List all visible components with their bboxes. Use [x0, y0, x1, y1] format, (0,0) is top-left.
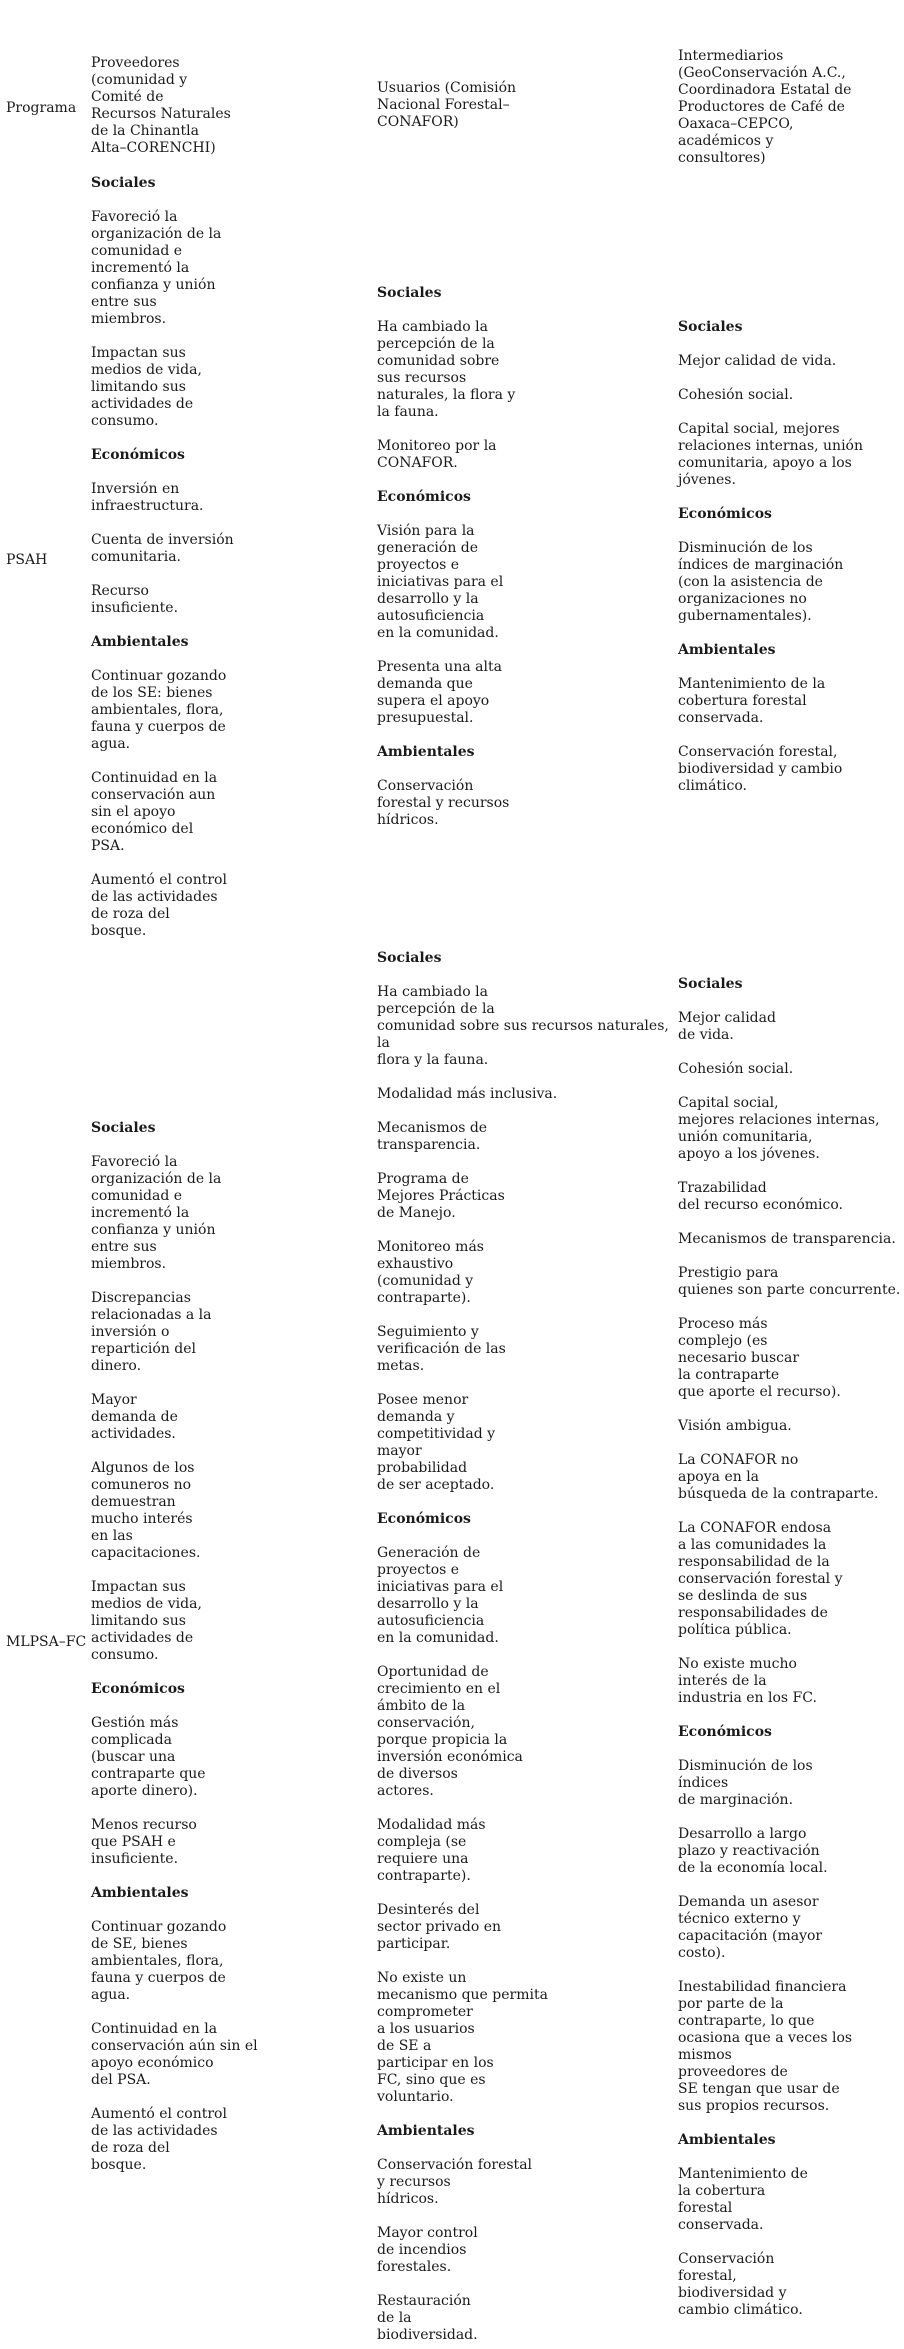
heading-sociales: Sociales	[91, 175, 156, 191]
heading-economicos: Económicos	[91, 1681, 185, 1697]
list-item: Favoreció la organización de la comunidad e incrementó la confianza y unión entre sus miembros.	[91, 209, 222, 327]
list-item: Mecanismos de transparencia.	[377, 1120, 488, 1153]
list-item: Cuenta de inversión comunitaria.	[91, 532, 234, 565]
list-item: Proceso más complejo (es necesario buscar la contraparte que aporte el recurso).	[678, 1316, 841, 1400]
list-item: Capital social, mejores relaciones internas, unión comunitaria, apoyo a los jóvenes.	[678, 421, 863, 488]
list-item: Trazabilidad del recurso económico.	[678, 1180, 843, 1213]
list-item: Posee menor demanda y competitividad y mayor probabilidad de ser aceptado.	[377, 1392, 496, 1493]
list-item: Generación de proyectos e iniciativas para el desarrollo y la autosuficiencia en la comunidad.	[377, 1545, 504, 1646]
heading-sociales: Sociales	[377, 950, 442, 966]
list-item: Aumentó el control de las actividades de roza del bosque.	[91, 872, 227, 939]
list-item: Impactan sus medios de vida, limitando sus actividades de consumo.	[91, 1579, 202, 1663]
list-item: Monitoreo por la CONAFOR.	[377, 438, 497, 471]
list-item: Desarrollo a largo plazo y reactivación de la economía local.	[678, 1826, 828, 1876]
list-item: Cohesión social.	[678, 1061, 794, 1077]
list-item: Ha cambiado la percepción de la comunidad sobre sus recursos naturales, la flora y la fauna.	[377, 984, 669, 1068]
heading-sociales: Sociales	[377, 285, 442, 301]
header-intermediarios: Intermediarios (GeoConservación A.C., Coordinadora Estatal de Productores de Café de Oaxaca–CEPCO, académicos y consultores)	[678, 48, 852, 166]
list-item: Visión para la generación de proyectos e iniciativas para el desarrollo y la autosuficiencia en la comunidad.	[377, 523, 504, 641]
list-item: Mejor calidad de vida.	[678, 1010, 776, 1043]
list-item: Continuidad en la conservación aun sin el apoyo económico del PSA.	[91, 770, 218, 854]
list-item: Presenta una alta demanda que supera el apoyo presupuestal.	[377, 659, 502, 726]
heading-economicos: Económicos	[377, 489, 471, 505]
header-programa: Programa	[6, 100, 77, 116]
mlpsa-intermediarios-cell	[678, 976, 902, 2319]
program-label-mlpsa-fc: MLPSA–FC	[6, 1634, 87, 1650]
heading-ambientales: Ambientales	[678, 642, 776, 658]
list-item: Restauración de la biodiversidad.	[377, 2293, 478, 2343]
list-item: Disminución de los índices de marginación.	[678, 1758, 813, 1808]
list-item: Visión ambigua.	[678, 1418, 792, 1434]
header-usuarios: Usuarios (Comisión Nacional Forestal– CONAFOR)	[377, 80, 517, 130]
list-item: Modalidad más inclusiva.	[377, 1086, 558, 1102]
list-item: Conservación forestal, biodiversidad y cambio climático.	[678, 744, 843, 794]
heading-ambientales: Ambientales	[91, 1885, 189, 1901]
list-item: Mayor demanda de actividades.	[91, 1392, 178, 1442]
list-item: Cohesión social.	[678, 387, 794, 403]
list-item: Modalidad más compleja (se requiere una contraparte).	[377, 1817, 486, 1884]
heading-economicos: Económicos	[678, 506, 772, 522]
mlpsa-usuarios-cell	[377, 950, 677, 2344]
list-item: Discrepancias relacionadas a la inversión o repartición del dinero.	[91, 1290, 212, 1374]
psah-usuarios-cell	[377, 285, 677, 829]
list-item: Conservación forestal y recursos hídricos.	[377, 778, 510, 828]
list-item: Mantenimiento de la cobertura forestal conservada.	[678, 2166, 808, 2233]
list-item: Conservación forestal y recursos hídricos.	[377, 2157, 533, 2207]
list-item: Continuar gozando de los SE: bienes ambientales, flora, fauna y cuerpos de agua.	[91, 668, 227, 752]
list-item: Programa de Mejores Prácticas de Manejo.	[377, 1171, 505, 1221]
list-item: Continuidad en la conservación aún sin el apoyo económico del PSA.	[91, 2021, 258, 2088]
list-item: No existe mucho interés de la industria en los FC.	[678, 1656, 817, 1706]
heading-sociales: Sociales	[678, 319, 743, 335]
list-item: Recurso insuficiente.	[91, 583, 179, 616]
list-item: Capital social, mejores relaciones internas, unión comunitaria, apoyo a los jóvenes.	[678, 1095, 880, 1162]
heading-economicos: Económicos	[91, 447, 185, 463]
psah-intermediarios-cell	[678, 319, 902, 795]
list-item: Disminución de los índices de marginación (con la asistencia de organizaciones no gubernamentales).	[678, 540, 844, 624]
heading-ambientales: Ambientales	[377, 744, 475, 760]
list-item: Mantenimiento de la cobertura forestal conservada.	[678, 676, 826, 726]
list-item: La CONAFOR endosa a las comunidades la responsabilidad de la conservación forestal y se deslinda de sus responsabilidades de política pública.	[678, 1520, 843, 1638]
list-item: Favoreció la organización de la comunidad e incrementó la confianza y unión entre sus miembros.	[91, 1154, 222, 1272]
header-proveedores: Proveedores (comunidad y Comité de Recursos Naturales de la Chinantla Alta–CORENCHI)	[91, 55, 231, 156]
heading-ambientales: Ambientales	[377, 2123, 475, 2139]
list-item: Aumentó el control de las actividades de roza del bosque.	[91, 2106, 227, 2173]
list-item: Gestión más complicada (buscar una contraparte que aporte dinero).	[91, 1715, 206, 1799]
list-item: Conservación forestal, biodiversidad y cambio climático.	[678, 2251, 803, 2318]
list-item: Mayor control de incendios forestales.	[377, 2225, 478, 2275]
heading-sociales: Sociales	[678, 976, 743, 992]
list-item: Ha cambiado la percepción de la comunidad sobre sus recursos naturales, la flora y la fauna.	[377, 319, 516, 420]
psah-proveedores-cell	[91, 175, 281, 940]
heading-sociales: Sociales	[91, 1120, 156, 1136]
list-item: Mejor calidad de vida.	[678, 353, 837, 369]
list-item: Monitoreo más exhaustivo (comunidad y contraparte).	[377, 1239, 484, 1306]
list-item: Oportunidad de crecimiento en el ámbito de la conservación, porque propicia la inversión económica de diversos actores.	[377, 1664, 523, 1799]
list-item: Inestabilidad financiera por parte de la contraparte, lo que ocasiona que a veces los mismos proveedores de SE tengan que usar de sus propios recursos.	[678, 1979, 853, 2114]
list-item: Prestigio para quienes son parte concurrente.	[678, 1265, 901, 1298]
heading-economicos: Económicos	[377, 1511, 471, 1527]
list-item: Seguimiento y verificación de las metas.	[377, 1324, 506, 1374]
program-label-psah: PSAH	[6, 552, 48, 568]
list-item: Menos recurso que PSAH e insuficiente.	[91, 1817, 197, 1867]
list-item: Continuar gozando de SE, bienes ambientales, flora, fauna y cuerpos de agua.	[91, 1919, 227, 2003]
list-item: La CONAFOR no apoya en la búsqueda de la contraparte.	[678, 1452, 879, 1502]
list-item: Demanda un asesor técnico externo y capacitación (mayor costo).	[678, 1894, 823, 1961]
mlpsa-proveedores-cell	[91, 1120, 281, 2174]
list-item: No existe un mecanismo que permita comprometer a los usuarios de SE a participar en los FC, sino que es voluntario.	[377, 1970, 548, 2105]
list-item: Impactan sus medios de vida, limitando sus actividades de consumo.	[91, 345, 202, 429]
list-item: Mecanismos de transparencia.	[678, 1231, 896, 1247]
list-item: Inversión en infraestructura.	[91, 481, 204, 514]
list-item: Desinterés del sector privado en participar.	[377, 1902, 502, 1952]
heading-ambientales: Ambientales	[678, 2132, 776, 2148]
heading-economicos: Económicos	[678, 1724, 772, 1740]
heading-ambientales: Ambientales	[91, 634, 189, 650]
list-item: Algunos de los comuneros no demuestran mucho interés en las capacitaciones.	[91, 1460, 201, 1561]
